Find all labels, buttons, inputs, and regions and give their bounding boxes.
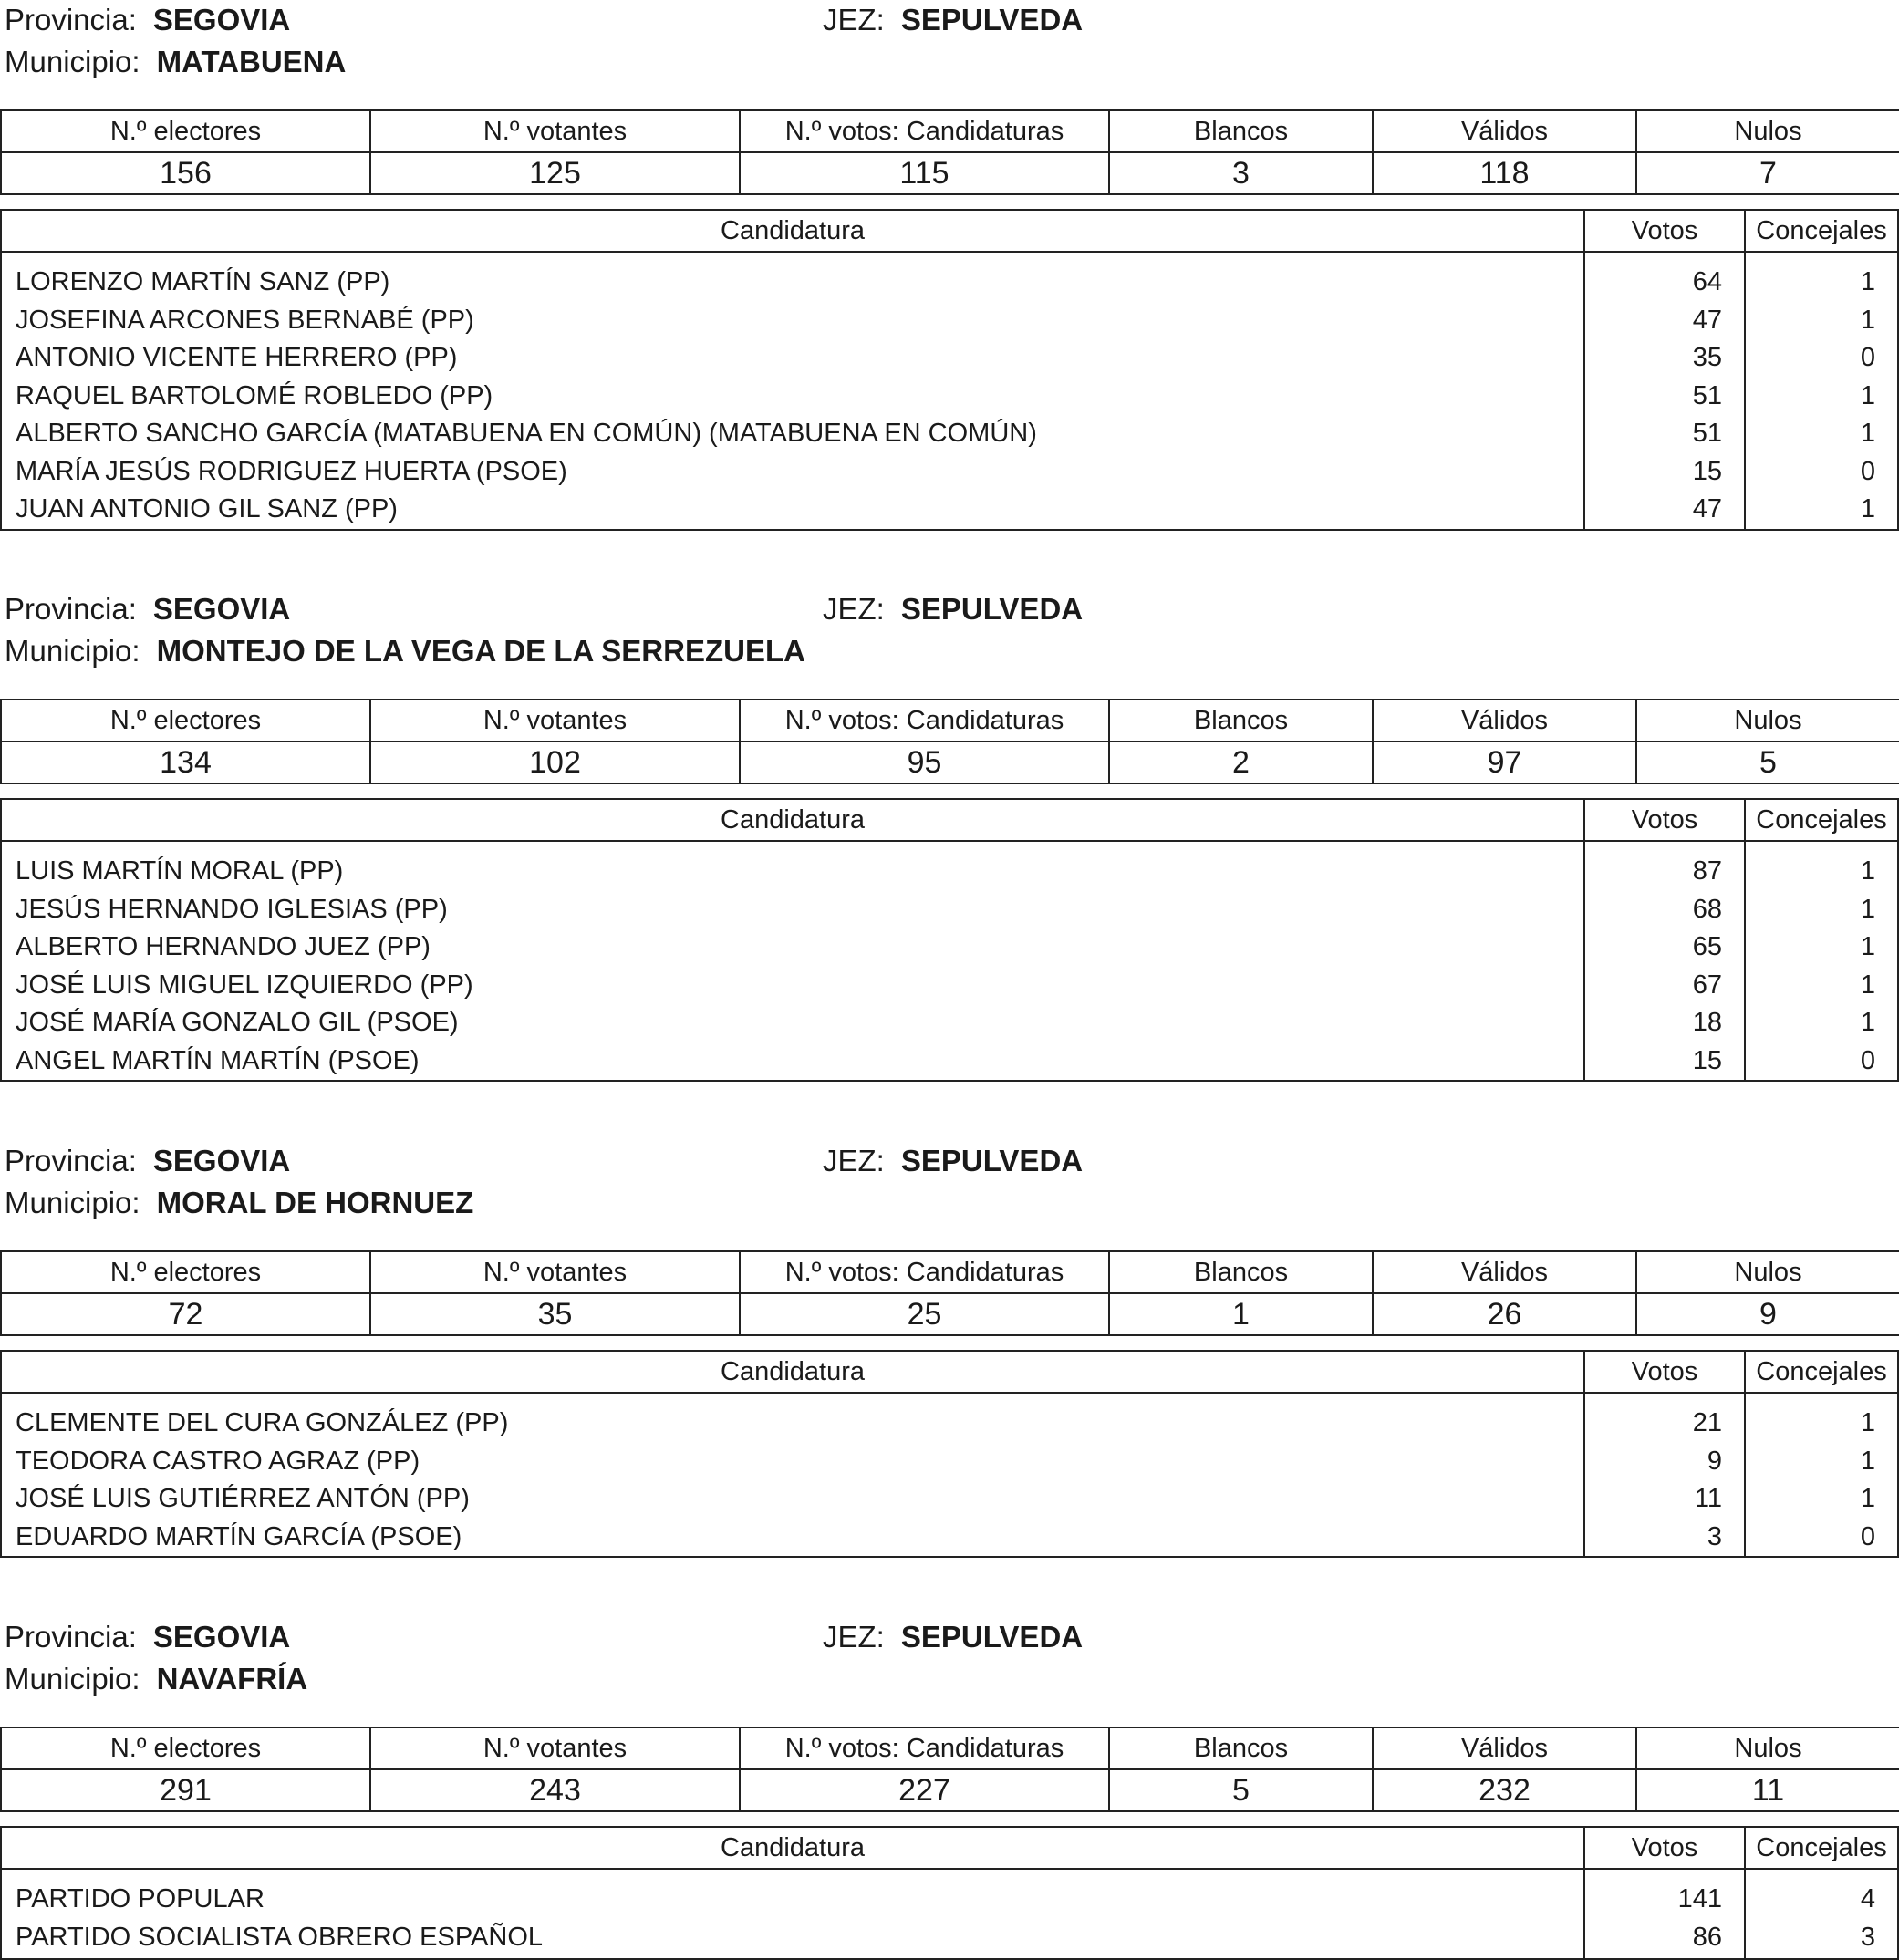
candidatura-votos: 141 [1677,1884,1722,1913]
summary-header-blancos: Blancos [1109,1727,1373,1769]
concejales-header: Concejales [1744,1828,1897,1868]
candidatura-concejales: 1 [1860,419,1875,448]
jez-value: SEPULVEDA [900,3,1084,36]
candidatura-name: ALBERTO SANCHO GARCÍA (MATABUENA EN COMÚN) (MATABUENA EN COMÚN) [16,419,1037,448]
municipio-block [0,0,1899,589]
summary-value-row [1,1769,1899,1811]
municipio-value: MATABUENA [156,45,347,78]
jez-line [823,1144,1083,1178]
candidatura-column [2,1870,1583,1958]
summary-value-validos: 118 [1373,152,1636,194]
provincia-value: SEGOVIA [152,1620,291,1654]
candidatura-name: LUIS MARTÍN MORAL (PP) [16,856,344,886]
municipio-value: MORAL DE HORNUEZ [156,1186,474,1219]
summary-header-row [1,110,1899,152]
candidatura-name: ANGEL MARTÍN MARTÍN (PSOE) [16,1045,420,1075]
summary-header-nulos: Nulos [1636,110,1899,152]
candidatura-votos: 9 [1707,1446,1722,1476]
candidatura-concejales: 4 [1860,1884,1875,1913]
summary-table [0,1250,1899,1336]
summary-header-blancos: Blancos [1109,700,1373,741]
municipio-label: Municipio: [5,634,140,668]
candidatura-name: PARTIDO SOCIALISTA OBRERO ESPAÑOL [16,1922,544,1952]
candidatura-votos: 68 [1692,894,1722,924]
summary-header-electores: N.º electores [1,1727,370,1769]
candidatura-name: ANTONIO VICENTE HERRERO (PP) [16,343,458,372]
summary-table [0,1727,1899,1812]
candidaturas-body [2,253,1897,529]
provincia-line [5,3,290,37]
candidatura-votos: 51 [1692,380,1722,410]
summary-header-validos: Válidos [1373,700,1636,741]
concejales-header: Concejales [1744,800,1897,840]
summary-header-row [1,1251,1899,1293]
candidaturas-header [2,1352,1897,1394]
votos-column [1583,253,1744,529]
votos-header: Votos [1583,211,1744,251]
municipio-label: Municipio: [5,45,140,78]
candidaturas-table [0,209,1899,531]
candidatura-votos: 87 [1692,856,1722,886]
summary-value-nulos: 11 [1636,1769,1899,1811]
summary-value-electores: 134 [1,741,370,783]
summary-value-votantes: 125 [370,152,740,194]
summary-value-votantes: 243 [370,1769,740,1811]
candidatura-header: Candidatura [721,1832,865,1862]
summary-value-validos: 232 [1373,1769,1636,1811]
candidatura-name: EDUARDO MARTÍN GARCÍA (PSOE) [16,1521,462,1551]
municipio-line [5,634,805,669]
candidatura-name: MARÍA JESÚS RODRIGUEZ HUERTA (PSOE) [16,456,567,486]
votos-header: Votos [1583,1352,1744,1392]
summary-header-nulos: Nulos [1636,1251,1899,1293]
jez-value: SEPULVEDA [900,592,1084,626]
concejales-column [1744,1870,1897,1958]
summary-header-votantes: N.º votantes [370,1727,740,1769]
concejales-header: Concejales [1744,1352,1897,1392]
summary-table [0,699,1899,784]
candidaturas-header [2,211,1897,253]
candidatura-concejales: 1 [1860,1008,1875,1037]
candidatura-name: LORENZO MARTÍN SANZ (PP) [16,267,390,296]
jez-line [823,1620,1083,1654]
jez-label: JEZ: [823,3,885,36]
candidatura-name: CLEMENTE DEL CURA GONZÁLEZ (PP) [16,1408,509,1437]
concejales-column [1744,253,1897,529]
candidatura-concejales: 1 [1860,894,1875,924]
provincia-label: Provincia: [5,1620,137,1654]
candidatura-name: ALBERTO HERNANDO JUEZ (PP) [16,932,431,961]
summary-value-row [1,152,1899,194]
summary-value-electores: 156 [1,152,370,194]
candidaturas-table [0,798,1899,1082]
summary-header-votos-cand: N.º votos: Candidaturas [740,700,1109,741]
summary-header-validos: Válidos [1373,110,1636,152]
provincia-value: SEGOVIA [152,3,291,36]
summary-header-row [1,1727,1899,1769]
candidatura-votos: 47 [1692,305,1722,335]
summary-header-votos-cand: N.º votos: Candidaturas [740,1727,1109,1769]
summary-value-nulos: 9 [1636,1293,1899,1335]
candidatura-column [2,842,1583,1080]
candidatura-votos: 65 [1692,932,1722,961]
summary-value-blancos: 1 [1109,1293,1373,1335]
candidatura-votos: 15 [1692,456,1722,486]
candidatura-header: Candidatura [721,804,865,835]
jez-line [823,3,1083,37]
concejales-column [1744,1394,1897,1556]
summary-header-votantes: N.º votantes [370,110,740,152]
candidatura-name: JUAN ANTONIO GIL SANZ (PP) [16,494,398,524]
votos-column [1583,1870,1744,1958]
candidaturas-header [2,800,1897,842]
jez-value: SEPULVEDA [900,1620,1084,1654]
concejales-column [1744,842,1897,1080]
candidatura-votos: 21 [1692,1408,1722,1437]
candidatura-column [2,253,1583,529]
municipio-line [5,1186,473,1220]
candidatura-votos: 15 [1692,1045,1722,1075]
candidatura-votos: 64 [1692,267,1722,296]
municipio-line [5,1662,307,1696]
candidatura-name: JOSEFINA ARCONES BERNABÉ (PP) [16,305,474,335]
candidatura-concejales: 1 [1860,1484,1875,1513]
summary-header-votantes: N.º votantes [370,700,740,741]
summary-header-row [1,700,1899,741]
candidatura-concejales: 3 [1860,1922,1875,1952]
summary-header-votantes: N.º votantes [370,1251,740,1293]
summary-value-blancos: 3 [1109,152,1373,194]
candidatura-column [2,1394,1583,1556]
municipio-block [0,1617,1899,1956]
municipio-value: NAVAFRÍA [156,1662,308,1696]
summary-value-votantes: 102 [370,741,740,783]
candidaturas-body [2,1870,1897,1958]
summary-value-votos-cand: 95 [740,741,1109,783]
candidatura-concejales: 1 [1860,1446,1875,1476]
summary-header-electores: N.º electores [1,110,370,152]
municipio-label: Municipio: [5,1186,140,1219]
candidatura-concejales: 0 [1860,456,1875,486]
municipio-block [0,1141,1899,1617]
summary-header-validos: Válidos [1373,1251,1636,1293]
summary-table [0,109,1899,195]
candidatura-votos: 67 [1692,970,1722,1000]
summary-value-row [1,1293,1899,1335]
candidatura-header: Candidatura [721,215,865,245]
summary-header-blancos: Blancos [1109,110,1373,152]
candidatura-votos: 51 [1692,419,1722,448]
municipio-line [5,45,346,79]
candidaturas-body [2,1394,1897,1556]
provincia-label: Provincia: [5,592,137,626]
candidaturas-header [2,1828,1897,1870]
provincia-label: Provincia: [5,1144,137,1177]
jez-label: JEZ: [823,1620,885,1654]
summary-value-electores: 291 [1,1769,370,1811]
candidatura-votos: 18 [1692,1008,1722,1037]
municipio-block [0,589,1899,1141]
candidaturas-body [2,842,1897,1080]
candidatura-votos: 47 [1692,494,1722,524]
jez-label: JEZ: [823,592,885,626]
candidatura-name: TEODORA CASTRO AGRAZ (PP) [16,1446,420,1476]
provincia-value: SEGOVIA [152,1144,291,1177]
votos-header: Votos [1583,800,1744,840]
votos-column [1583,842,1744,1080]
candidatura-concejales: 1 [1860,970,1875,1000]
summary-value-blancos: 5 [1109,1769,1373,1811]
jez-value: SEPULVEDA [900,1144,1084,1177]
candidatura-concejales: 1 [1860,494,1875,524]
candidatura-concejales: 0 [1860,1521,1875,1551]
candidatura-name: JOSÉ LUIS MIGUEL IZQUIERDO (PP) [16,970,473,1000]
summary-header-electores: N.º electores [1,700,370,741]
summary-header-blancos: Blancos [1109,1251,1373,1293]
jez-line [823,592,1083,627]
summary-value-electores: 72 [1,1293,370,1335]
jez-label: JEZ: [823,1144,885,1177]
concejales-header: Concejales [1744,211,1897,251]
summary-header-votos-cand: N.º votos: Candidaturas [740,1251,1109,1293]
candidatura-concejales: 1 [1860,267,1875,296]
candidatura-concejales: 1 [1860,932,1875,961]
candidaturas-table [0,1826,1899,1960]
summary-value-votos-cand: 25 [740,1293,1109,1335]
summary-header-votos-cand: N.º votos: Candidaturas [740,110,1109,152]
candidatura-name: JOSÉ MARÍA GONZALO GIL (PSOE) [16,1008,459,1037]
candidatura-votos: 35 [1692,343,1722,372]
provincia-line [5,592,290,627]
candidatura-name: JESÚS HERNANDO IGLESIAS (PP) [16,894,448,924]
summary-header-validos: Válidos [1373,1727,1636,1769]
provincia-value: SEGOVIA [152,592,291,626]
candidatura-name: RAQUEL BARTOLOMÉ ROBLEDO (PP) [16,380,493,410]
summary-value-votantes: 35 [370,1293,740,1335]
candidatura-name: PARTIDO POPULAR [16,1884,265,1913]
summary-value-validos: 26 [1373,1293,1636,1335]
summary-value-nulos: 7 [1636,152,1899,194]
municipio-value: MONTEJO DE LA VEGA DE LA SERREZUELA [156,634,805,668]
summary-value-row [1,741,1899,783]
summary-header-nulos: Nulos [1636,700,1899,741]
summary-header-nulos: Nulos [1636,1727,1899,1769]
summary-value-nulos: 5 [1636,741,1899,783]
candidatura-votos: 11 [1694,1484,1722,1513]
candidatura-header: Candidatura [721,1356,865,1386]
summary-header-electores: N.º electores [1,1251,370,1293]
candidatura-concejales: 0 [1860,343,1875,372]
summary-value-votos-cand: 115 [740,152,1109,194]
candidaturas-table [0,1350,1899,1558]
candidatura-concejales: 1 [1860,380,1875,410]
candidatura-name: JOSÉ LUIS GUTIÉRREZ ANTÓN (PP) [16,1484,470,1513]
summary-value-votos-cand: 227 [740,1769,1109,1811]
candidatura-concejales: 0 [1860,1045,1875,1075]
summary-value-blancos: 2 [1109,741,1373,783]
candidatura-concejales: 1 [1860,856,1875,886]
provincia-label: Provincia: [5,3,137,36]
votos-column [1583,1394,1744,1556]
candidatura-votos: 3 [1707,1521,1722,1551]
provincia-line [5,1620,290,1654]
candidatura-concejales: 1 [1860,305,1875,335]
votos-header: Votos [1583,1828,1744,1868]
summary-value-validos: 97 [1373,741,1636,783]
candidatura-concejales: 1 [1860,1408,1875,1437]
candidatura-votos: 86 [1692,1922,1722,1952]
provincia-line [5,1144,290,1178]
municipio-label: Municipio: [5,1662,140,1696]
